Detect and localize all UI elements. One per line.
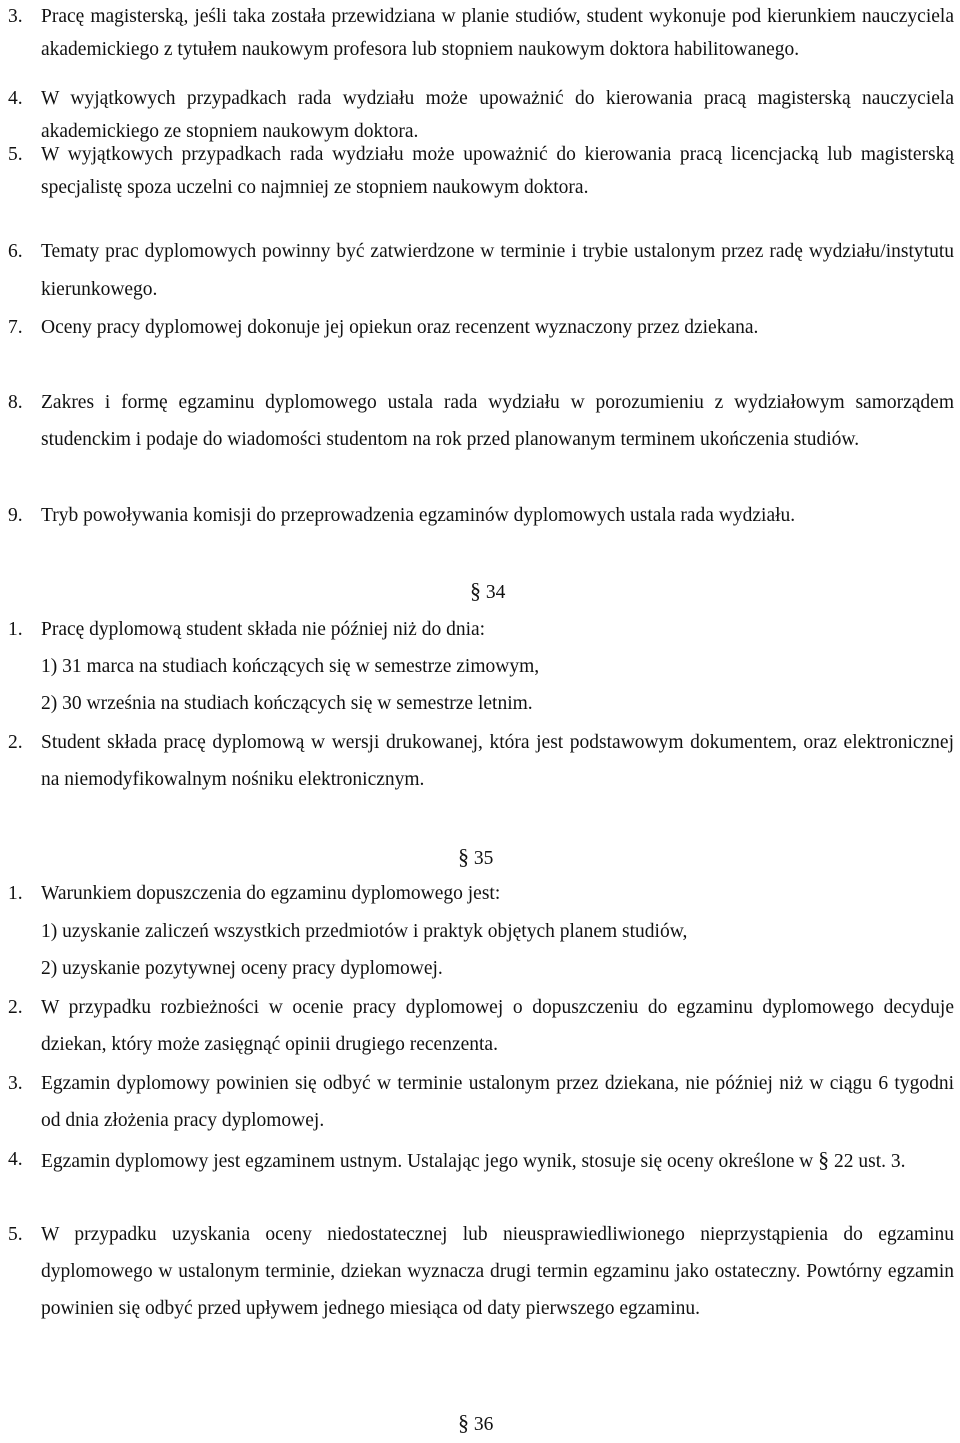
list-item (8, 138, 954, 204)
item-text: Pracę magisterską, jeśli taka została przewidziana w planie studiów, student wykonuje pod kierunkiem nauczyciela akademickiego z tytułem naukowym profesora lub stopniem naukowym doktora habilitowanego. (41, 6, 954, 60)
item-text-part: Egzamin dyplomowy jest egzaminem ustnym. Ustalając jego wynik, stosuje się oceny określone w (41, 1151, 814, 1172)
item-number: 1. (8, 619, 23, 640)
item-text: W przypadku rozbieżności w ocenie pracy dyplomowej o dopuszczeniu do egzaminu dyplomowego decyduje dziekan, który może zasięgnąć opinii drugiego recenzenta. (41, 997, 954, 1055)
paragraph-sign: § (458, 1410, 469, 1435)
section-heading-35 (458, 838, 493, 877)
item-text: Pracę dyplomową student składa nie później niż do dnia: (41, 619, 486, 640)
item-text: W przypadku uzyskania oceny niedostatecznej lub nieusprawiedliwionego nieprzystąpienia do egzaminu dyplomowego w ustalonym terminie, dziekan wyznacza drugi termin egzaminu jako ostateczny. Powtórny egzamin powinien się odbyć przed upływem jednego miesiąca od daty pierwszego egzaminu. (41, 1224, 954, 1319)
item-number: 3. (8, 6, 23, 27)
section-number: 36 (473, 1414, 494, 1435)
item-text (41, 1141, 954, 1180)
list-item (8, 497, 954, 534)
item-text: W wyjątkowych przypadkach rada wydziału może upoważnić do kierowania pracą magisterską nauczyciela akademickiego ze stopniem naukowym doktora. (41, 88, 954, 142)
list-item (8, 1216, 954, 1327)
item-number: 1. (8, 883, 23, 904)
item-number: 9. (8, 505, 23, 526)
item-number: 3. (8, 1073, 23, 1094)
item-text: Tryb powoływania komisji do przeprowadzenia egzaminów dyplomowych ustala rada wydziału. (41, 505, 796, 526)
list-item (8, 384, 954, 458)
paragraph-sign: § (818, 1147, 830, 1172)
item-text-part: 22 ust. 3. (834, 1151, 906, 1172)
list-item (8, 1141, 954, 1180)
paragraph-sign: § (458, 844, 469, 869)
paragraph-sign: § (470, 578, 481, 603)
item-number: 2. (8, 732, 23, 753)
item-text: Egzamin dyplomowy powinien się odbyć w terminie ustalonym przez dziekana, nie później niż w ciągu 6 tygodni od dnia złożenia pracy dyplomowej. (41, 1073, 954, 1131)
item-number: 4. (8, 1149, 23, 1170)
sub-item: 2) 30 września na studiach kończących się w semestrze letnim. (41, 693, 533, 714)
item-number: 8. (8, 392, 23, 413)
sub-item: 1) 31 marca na studiach kończących się w semestrze zimowym, (41, 656, 540, 677)
item-number: 5. (8, 1224, 23, 1245)
item-text: Student składa pracę dyplomową w wersji drukowanej, która jest podstawowym dokumentem, oraz elektronicznej na niemodyfikowalnym nośniku elektronicznym. (41, 732, 954, 790)
section-number: 34 (485, 582, 506, 603)
section-heading-34 (470, 572, 505, 611)
section-number: 35 (473, 848, 494, 869)
list-item (8, 724, 954, 798)
item-number: 5. (8, 144, 23, 165)
item-text: Zakres i formę egzaminu dyplomowego ustala rada wydziału w porozumieniu z wydziałowym samorządem studenckim i podaje do wiadomości studentom na rok przed planowanym terminem ukończenia studiów. (41, 392, 954, 450)
item-text: Tematy prac dyplomowych powinny być zatwierdzone w terminie i trybie ustalonym przez radę wydziału/instytutu kierunkowego. (41, 241, 954, 300)
sub-item: 2) uzyskanie pozytywnej oceny pracy dyplomowej. (41, 958, 443, 979)
sub-item: 1) uzyskanie zaliczeń wszystkich przedmiotów i praktyk objętych planem studiów, (41, 921, 688, 942)
item-text: W wyjątkowych przypadkach rada wydziału może upoważnić do kierowania pracą licencjacką lub magisterską specjalistę spoza uczelni co najmniej ze stopniem naukowym doktora. (41, 144, 954, 198)
list-item (8, 309, 954, 347)
list-item (8, 875, 954, 912)
list-item (8, 0, 954, 66)
item-number: 7. (8, 317, 23, 338)
item-number: 6. (8, 241, 23, 262)
item-text: Warunkiem dopuszczenia do egzaminu dyplomowego jest: (41, 883, 501, 904)
list-item (8, 989, 954, 1063)
item-number: 2. (8, 997, 23, 1018)
list-item (8, 611, 954, 648)
section-heading-36 (458, 1404, 493, 1443)
item-text: Oceny pracy dyplomowej dokonuje jej opiekun oraz recenzent wyznaczony przez dziekana. (41, 317, 759, 338)
list-item (8, 1065, 954, 1139)
list-item (8, 233, 954, 309)
item-number: 4. (8, 88, 23, 109)
